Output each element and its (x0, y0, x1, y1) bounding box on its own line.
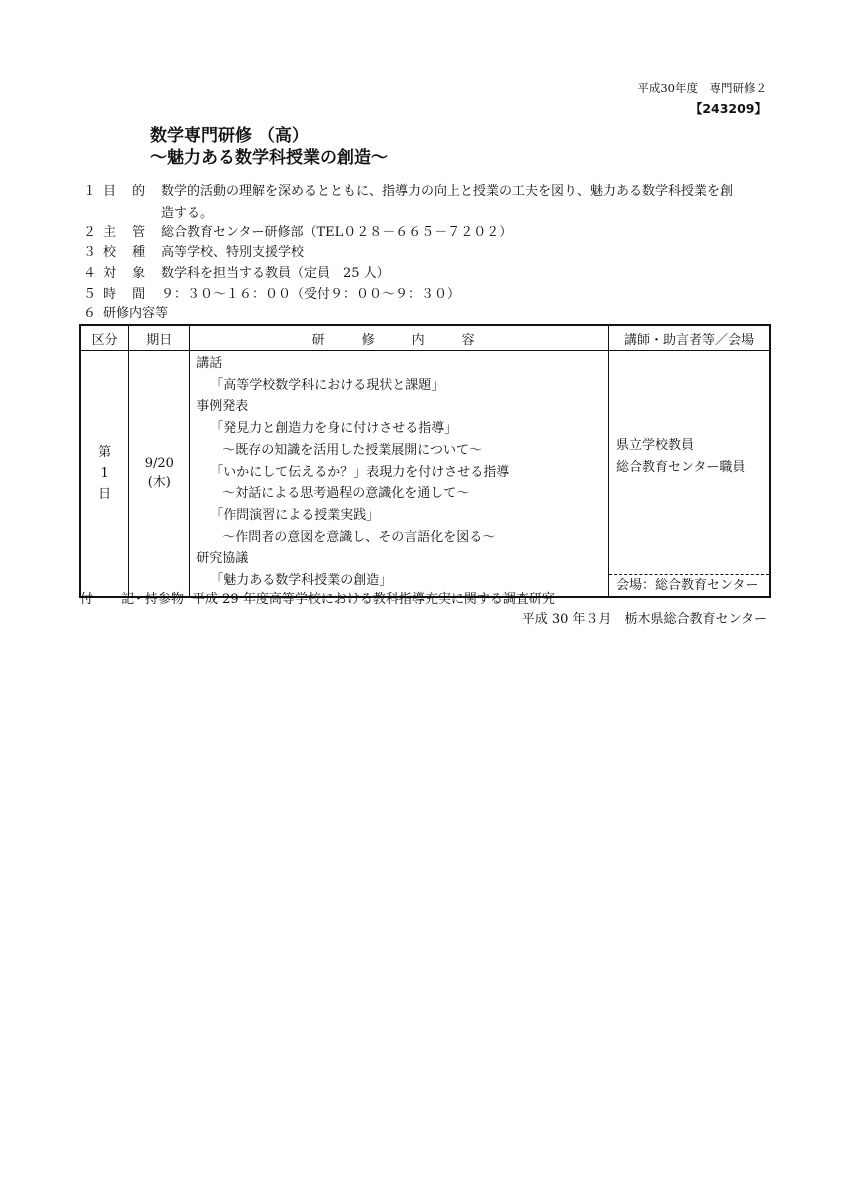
instructor-name: 総合教育センター職員 (615, 460, 746, 475)
header-year-label: 平成30年度 専門研修２ (637, 81, 767, 95)
course-title: 数学専門研修 （高） (150, 126, 309, 146)
item-value: 高等学校、特別支援学校 (161, 245, 305, 260)
weekday-value: (木) (147, 475, 171, 491)
day-char: 1 (100, 465, 109, 481)
note-item: ・持参物 (132, 592, 185, 607)
item-contents (83, 305, 168, 323)
item-number: ６ (83, 306, 97, 321)
day-char: 日 (98, 486, 112, 502)
item-label: 主 管 (103, 225, 152, 240)
item-number: ３ (83, 245, 97, 260)
instructor-cell (608, 351, 770, 597)
header-division: 区分 (80, 325, 129, 351)
item-purpose (83, 183, 733, 201)
table-header-row (80, 325, 770, 351)
instructor-name: 県立学校教員 (615, 438, 694, 453)
day-char: 第 (98, 444, 112, 460)
table-row (80, 351, 770, 597)
venue-label: 会場：総合教育センター (609, 574, 769, 596)
item-label: 時 間 (103, 287, 152, 302)
item-target (83, 265, 390, 283)
course-subtitle: ～魅力ある数学科授業の創造～ (150, 148, 388, 168)
note-line (80, 588, 555, 607)
item-value: ９：３０～１６：００（受付９：００～９：３０） (161, 287, 461, 302)
item-number: １ (83, 184, 97, 199)
note-text: 平成 29 年度高等学校における教科指導充実に関する調査研究 (192, 592, 555, 607)
item-label: 対 象 (103, 266, 152, 281)
content-cell (190, 351, 609, 597)
day-cell (80, 351, 129, 597)
item-value: 数学的活動の理解を深めるとともに、指導力の向上と授業の工夫を図り、魅力ある数学科授業を創 (161, 184, 734, 199)
item-school-type (83, 244, 304, 262)
schedule-table (79, 324, 771, 598)
item-label: 校 種 (103, 245, 152, 260)
item-number: ５ (83, 287, 97, 302)
content-line: 「作問演習による授業実践」 (210, 507, 380, 523)
date-value: 9/20 (144, 456, 174, 472)
item-value: 数学科を担当する教員（定員 25 人） (161, 266, 390, 281)
content-line: 「高等学校数学科における現状と課題」 (210, 377, 445, 393)
item-value-continued: 造する。 (161, 206, 214, 221)
content-line: 「発見力と創造力を身に付けさせる指導」 (210, 421, 458, 437)
content-line: 講話 (196, 356, 223, 371)
item-number: ２ (83, 225, 97, 240)
footer-line (522, 608, 767, 627)
content-line: 事例発表 (196, 399, 249, 415)
item-label: 目 的 (103, 184, 152, 199)
item-organizer (83, 224, 512, 242)
item-label: 研修内容等 (103, 306, 169, 321)
content-line: ～対話による思考過程の意識化を通して～ (222, 486, 470, 502)
content-line: 「魅力ある数学科授業の創造」 (210, 573, 393, 589)
header-instructor: 講師・助言者等／会場 (608, 325, 770, 351)
course-code: 【243209】 (689, 101, 767, 116)
instructor-list (616, 435, 745, 479)
footer-date: 平成 30 年３月 (521, 612, 612, 627)
header-date: 期日 (129, 325, 190, 351)
item-value: 総合教育センター研修部（TEL０２８－６６５－７２０２） (161, 225, 513, 240)
item-time (83, 286, 460, 304)
content-line: ～既存の知識を活用した授業展開について～ (222, 442, 482, 458)
header-content (190, 325, 609, 351)
item-number: ４ (83, 266, 97, 281)
note-label: 付 記 (80, 592, 147, 607)
footer-org: 栃木県総合教育センター (624, 612, 767, 627)
content-line: 研究協議 (196, 551, 249, 567)
header-content-label: 研 修 内 容 (311, 332, 487, 348)
content-line: ～作問者の意図を意識し、その言語化を図る～ (222, 529, 496, 545)
date-cell (129, 351, 190, 597)
content-line: 「いかにして伝えるか？」表現力を付けさせる指導 (210, 464, 510, 480)
